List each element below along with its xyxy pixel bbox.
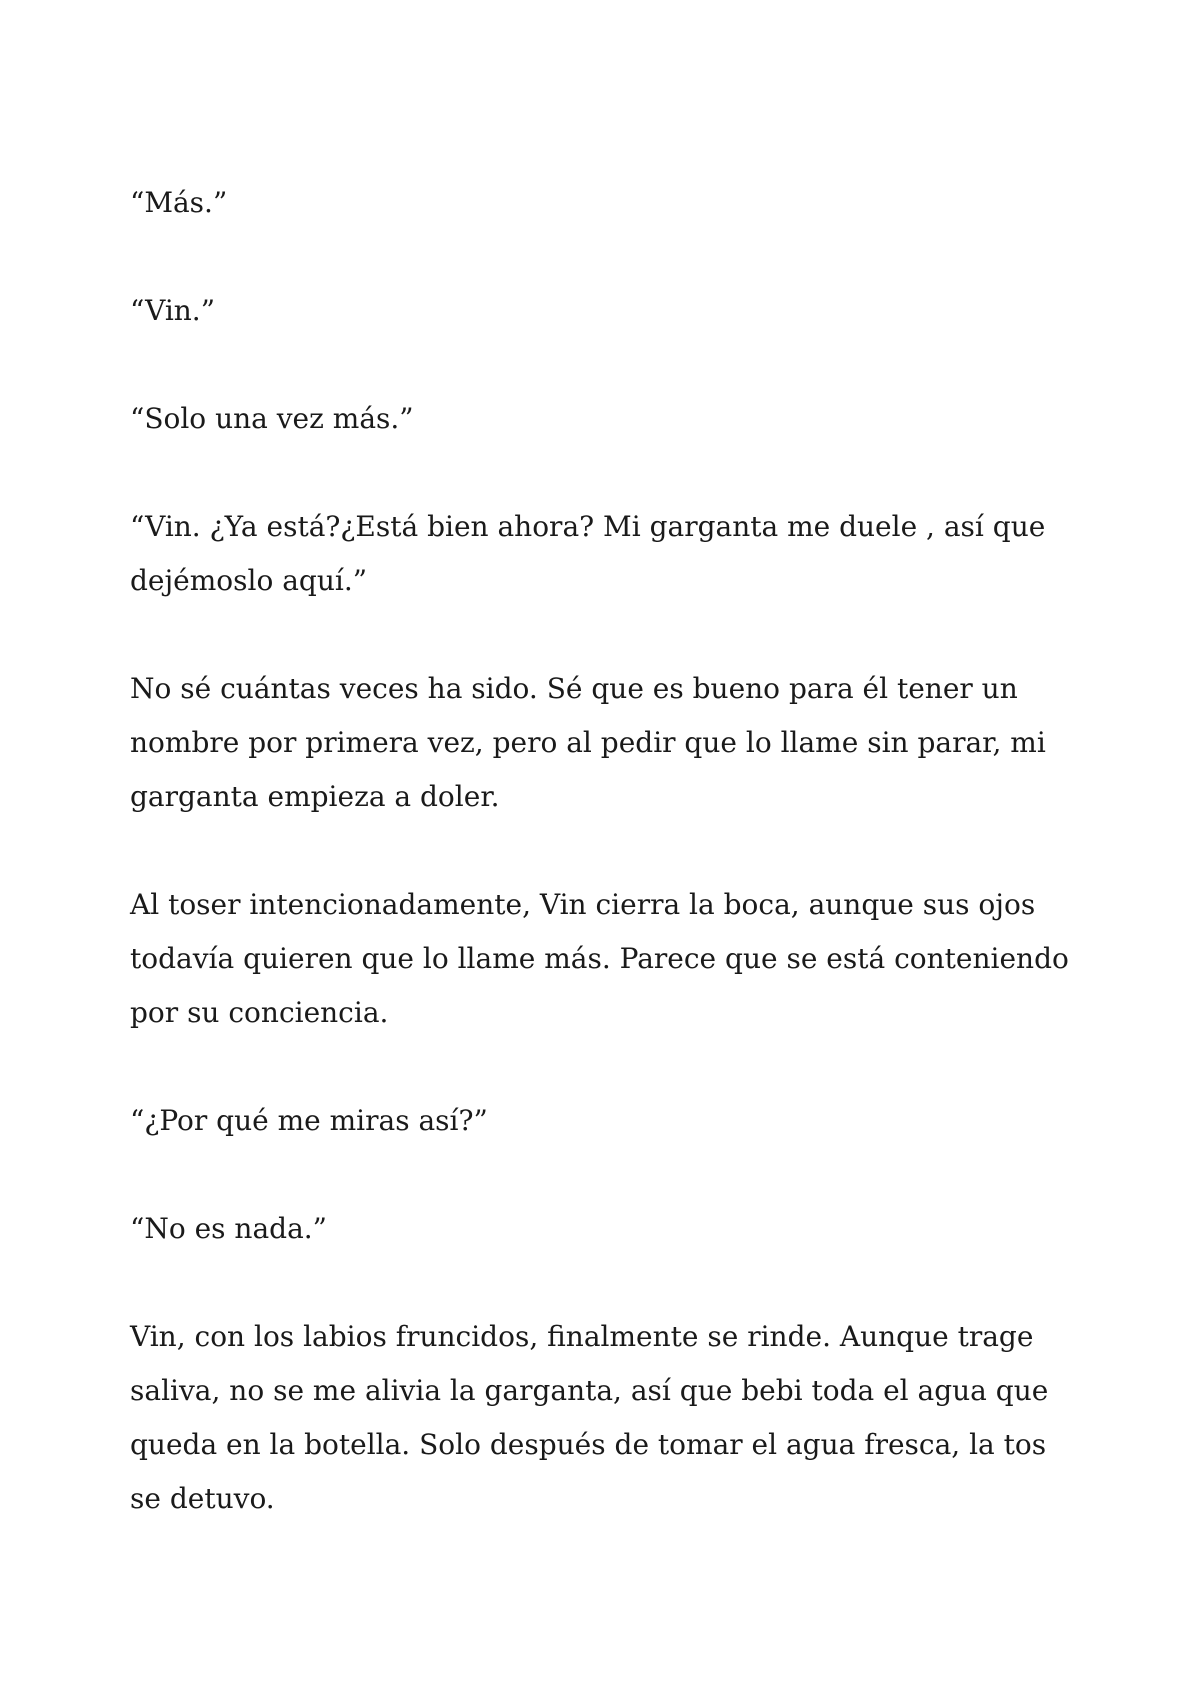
paragraph: “Solo una vez más.” (130, 402, 414, 435)
paragraph: “No es nada.” (130, 1212, 327, 1245)
paragraph: “Más.” (130, 186, 228, 219)
paragraph: “¿Por qué me miras así?” (130, 1104, 488, 1137)
paragraph: Al toser intencionadamente, Vin cierra la boca, aunque sus ojos todavía quieren que lo llame más. Parece que se está conteniendo por su conciencia. (130, 888, 1069, 1029)
document-body (130, 176, 1075, 1580)
paragraph: No sé cuántas veces ha sido. Sé que es bueno para él tener un nombre por primera vez, pero al pedir que lo llame sin parar, mi garganta empieza a doler. (130, 672, 1046, 813)
paragraph: “Vin. ¿Ya está?¿Está bien ahora? Mi garganta me duele , así que dejémoslo aquí.” (130, 510, 1046, 597)
paragraph: Vin, con los labios fruncidos, finalmente se rinde. Aunque trage saliva, no se me alivia la garganta, así que bebi toda el agua que queda en la botella. Solo después de tomar el agua fresca, la tos se detuvo. (130, 1320, 1049, 1515)
paragraph: “Vin.” (130, 294, 216, 327)
